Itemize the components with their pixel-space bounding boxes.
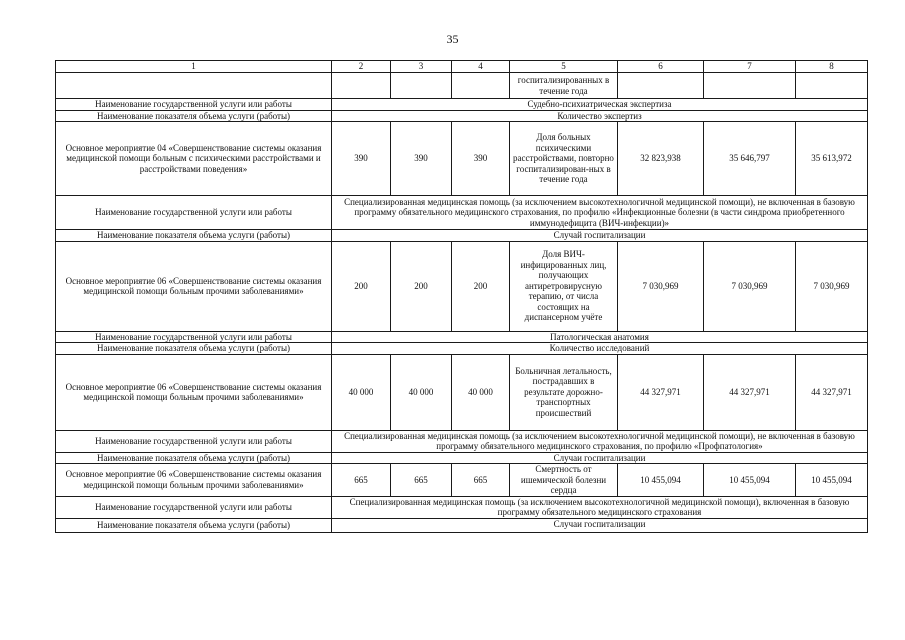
- service-name-row: [56, 430, 868, 452]
- value-col4: 665: [452, 464, 510, 497]
- value-col2: 40 000: [332, 354, 391, 430]
- value-col3: 390: [391, 122, 452, 196]
- indicator-cell: госпитализированных в течение года: [510, 73, 618, 99]
- value-col3: 665: [391, 464, 452, 497]
- indicator-cell: Доля ВИЧ-инфицированных лиц, получающих антиретровирусную терапию, от числа состоящих на диспансерном учёте: [510, 241, 618, 331]
- service-label: Наименование государственной услуги или работы: [56, 430, 332, 452]
- value-col3: 200: [391, 241, 452, 331]
- service-value: Патологическая анатомия: [332, 331, 868, 343]
- activity-row: [56, 241, 868, 331]
- value-col8: 10 455,094: [796, 464, 868, 497]
- service-label: Наименование государственной услуги или работы: [56, 99, 332, 111]
- services-table: [55, 60, 868, 533]
- service-value: Специализированная медицинская помощь (за исключением высокотехнологичной медицинской помощи), не включенная в базовую программу обязательного медицинского страхования, по профилю «Профпатология»: [332, 430, 868, 452]
- indicator-cell: Смертность от ишемической болезни сердца: [510, 464, 618, 497]
- activity-name: Основное мероприятие 06 «Совершенствование системы оказания медицинской помощи больным прочими заболеваниями»: [56, 354, 332, 430]
- value-col6: 10 455,094: [618, 464, 704, 497]
- indicator-value: Случай госпитализации: [332, 230, 868, 242]
- column-header: 6: [618, 61, 704, 73]
- value-col2: 200: [332, 241, 391, 331]
- service-value: Судебно-психиатрическая экспертиза: [332, 99, 868, 111]
- column-header: 1: [56, 61, 332, 73]
- value-col6: 7 030,969: [618, 241, 704, 331]
- column-header: 8: [796, 61, 868, 73]
- indicator-value: Случаи госпитализации: [332, 518, 868, 532]
- value-col2: 665: [332, 464, 391, 497]
- value-col7: 44 327,971: [704, 354, 796, 430]
- service-label: Наименование государственной услуги или работы: [56, 196, 332, 230]
- value-col2: 390: [332, 122, 391, 196]
- activity-name: Основное мероприятие 04 «Совершенствование системы оказания медицинской помощи больным с психическими расстройствами и расстройствами поведения»: [56, 122, 332, 196]
- indicator-name-row: [56, 110, 868, 122]
- indicator-label: Наименование показателя объема услуги (работы): [56, 452, 332, 464]
- indicator-label: Наименование показателя объема услуги (работы): [56, 230, 332, 242]
- indicator-name-row: [56, 230, 868, 242]
- service-value: Специализированная медицинская помощь (за исключением высокотехнологичной медицинской помощи), включенная в базовую программу обязательного медицинского страхования: [332, 496, 868, 518]
- value-col6: 32 823,938: [618, 122, 704, 196]
- indicator-label: Наименование показателя объема услуги (работы): [56, 343, 332, 355]
- value-col6: 44 327,971: [618, 354, 704, 430]
- page-number: 35: [446, 32, 459, 46]
- value-col7: 35 646,797: [704, 122, 796, 196]
- value-col7: 10 455,094: [704, 464, 796, 497]
- column-header: 4: [452, 61, 510, 73]
- value-col4: 390: [452, 122, 510, 196]
- service-name-row: [56, 496, 868, 518]
- indicator-name-row: [56, 518, 868, 532]
- column-header: 7: [704, 61, 796, 73]
- value-col4: 40 000: [452, 354, 510, 430]
- indicator-value: Количество экспертиз: [332, 110, 868, 122]
- column-header: 2: [332, 61, 391, 73]
- activity-name: Основное мероприятие 06 «Совершенствование системы оказания медицинской помощи больным прочими заболеваниями»: [56, 464, 332, 497]
- indicator-value: Количество исследований: [332, 343, 868, 355]
- indicator-label: Наименование показателя объема услуги (работы): [56, 518, 332, 532]
- value-col8: 35 613,972: [796, 122, 868, 196]
- indicator-label: Наименование показателя объема услуги (работы): [56, 110, 332, 122]
- continuation-row: [56, 73, 868, 99]
- indicator-cell: Больничная летальность, пострадавших в результате дорожно-транспортных происшествий: [510, 354, 618, 430]
- value-col3: 40 000: [391, 354, 452, 430]
- value-col8: 7 030,969: [796, 241, 868, 331]
- activity-row: [56, 354, 868, 430]
- service-name-row: [56, 196, 868, 230]
- activity-name: Основное мероприятие 06 «Совершенствование системы оказания медицинской помощи больным прочими заболеваниями»: [56, 241, 332, 331]
- column-header: 5: [510, 61, 618, 73]
- activity-row: [56, 464, 868, 497]
- indicator-name-row: [56, 343, 868, 355]
- value-col4: 200: [452, 241, 510, 331]
- indicator-name-row: [56, 452, 868, 464]
- service-name-row: [56, 331, 868, 343]
- service-label: Наименование государственной услуги или работы: [56, 331, 332, 343]
- column-header-row: [56, 61, 868, 73]
- service-name-row: [56, 99, 868, 111]
- service-label: Наименование государственной услуги или работы: [56, 496, 332, 518]
- value-col7: 7 030,969: [704, 241, 796, 331]
- indicator-value: Случаи госпитализации: [332, 452, 868, 464]
- service-value: Специализированная медицинская помощь (за исключением высокотехнологичной медицинской помощи), не включенная в базовую программу обязательного медицинского страхования, по профилю «Инфекционные болезни (в части синдрома приобретенного иммунодефицита (ВИЧ-инфекции)»: [332, 196, 868, 230]
- value-col8: 44 327,971: [796, 354, 868, 430]
- column-header: 3: [391, 61, 452, 73]
- activity-row: [56, 122, 868, 196]
- indicator-cell: Доля больных психическими расстройствами, повторно госпитализирован-ных в течение года: [510, 122, 618, 196]
